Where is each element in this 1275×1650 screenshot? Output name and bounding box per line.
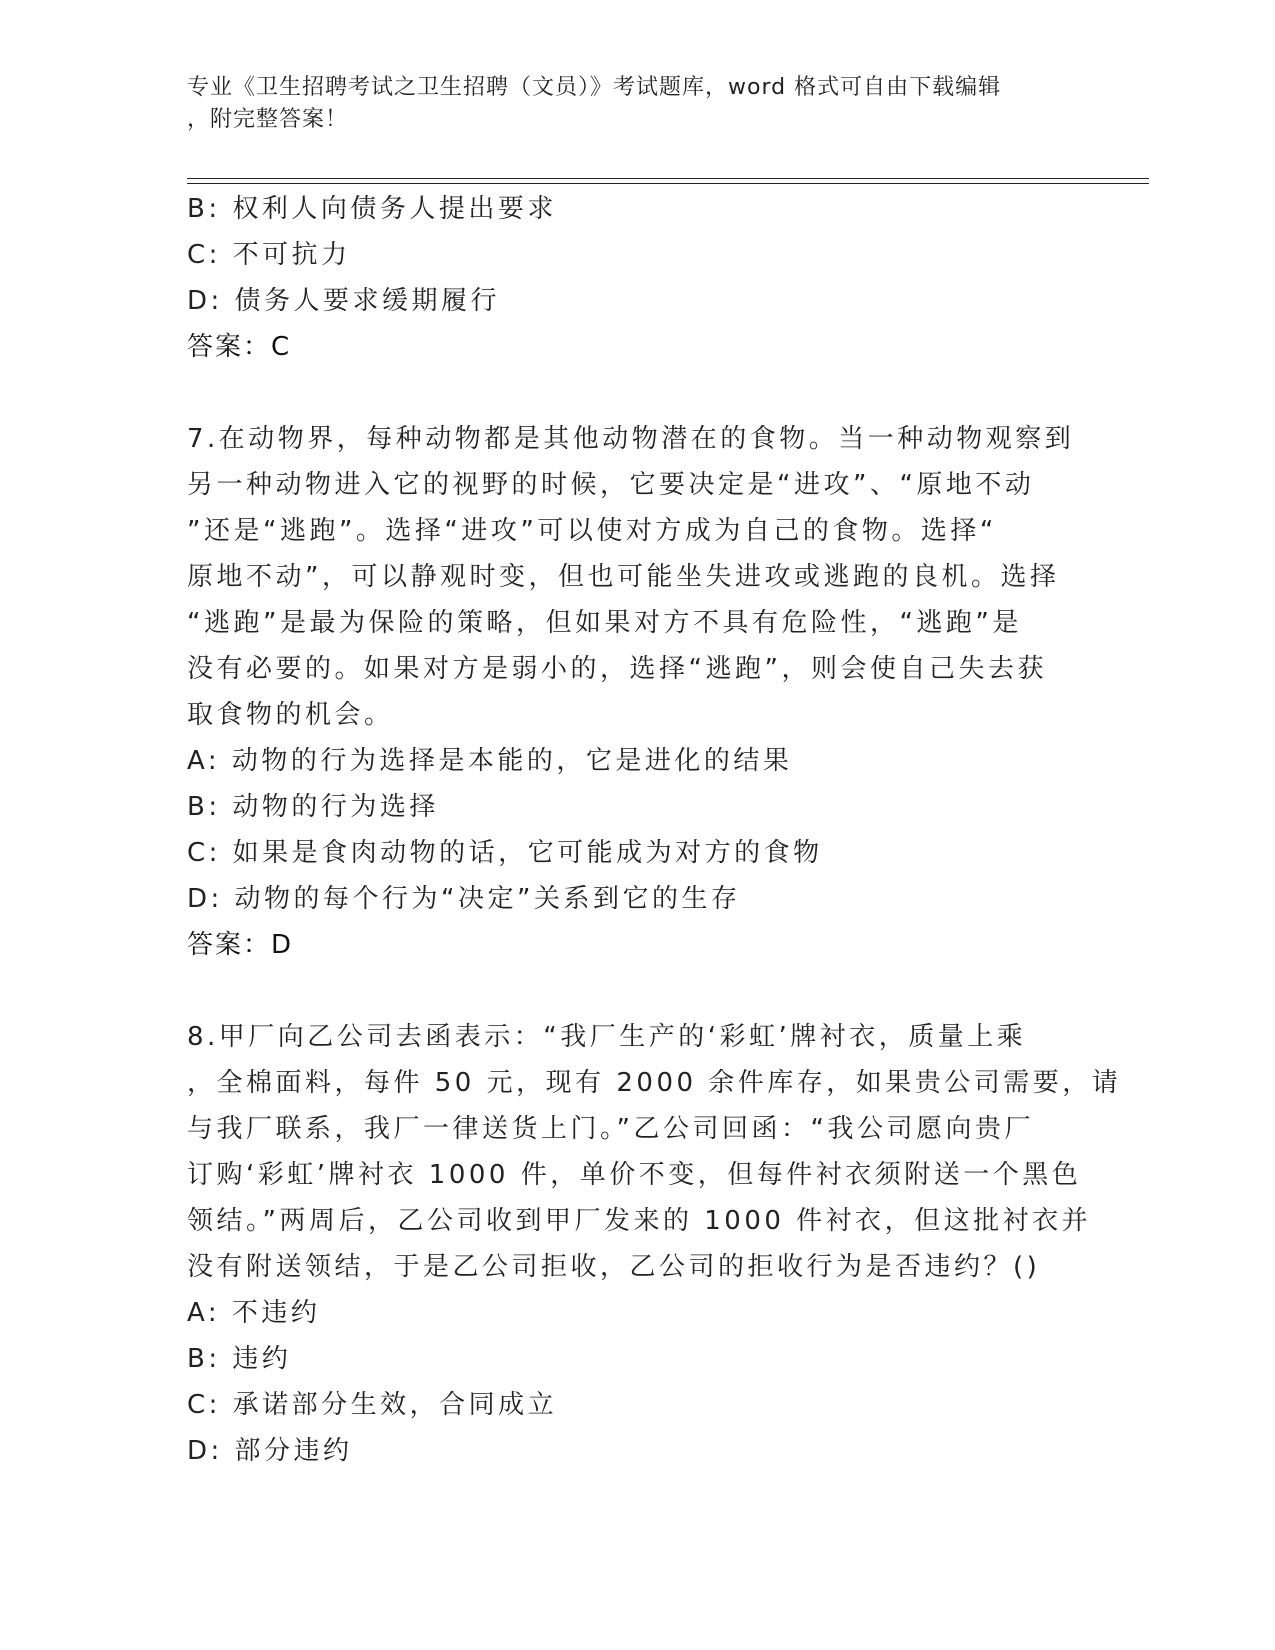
q7-stem-line: ”还是“逃跑”。选择“进攻”可以使对方成为自己的食物。选择“ — [187, 516, 997, 546]
q6-option-b: B: 权利人向债务人提出要求 — [187, 194, 557, 224]
header-rule-top — [187, 178, 1149, 179]
q8-option-a: A: 不违约 — [187, 1298, 321, 1328]
header-line-1: 专业《卫生招聘考试之卫生招聘（文员）》考试题库，word 格式可自由下载编辑 — [187, 75, 1002, 100]
question-content — [187, 186, 1122, 1474]
q7-option-c: C: 如果是食肉动物的话，它可能成为对方的食物 — [187, 838, 823, 868]
document-header — [187, 72, 1067, 136]
q7-stem-line: 7.在动物界，每种动物都是其他动物潜在的食物。当一种动物观察到 — [187, 424, 1075, 454]
q7-stem-line: 没有必要的。如果对方是弱小的，选择“逃跑”，则会使自己失去获 — [187, 654, 1047, 684]
q6-option-c: C: 不可抗力 — [187, 240, 351, 270]
spacer — [187, 370, 1087, 416]
q7-option-a: A: 动物的行为选择是本能的，它是进化的结果 — [187, 746, 793, 776]
q8-stem-line: 订购‘彩虹’牌衬衣 1000 件，单价不变，但每件衬衣须附送一个黑色 — [187, 1160, 1082, 1190]
header-rule-bottom — [187, 183, 1149, 184]
spacer — [187, 968, 1087, 1014]
q6-answer: 答案：C — [187, 332, 292, 362]
q7-answer: 答案：D — [187, 930, 294, 960]
q8-stem-line: 8.甲厂向乙公司去函表示：“我厂生产的‘彩虹’牌衬衣，质量上乘 — [187, 1022, 1027, 1052]
q7-stem-line: “逃跑”是最为保险的策略，但如果对方不具有危险性，“逃跑”是 — [187, 608, 1022, 638]
q8-stem-line: 与我厂联系，我厂一律送货上门。”乙公司回函：“我公司愿向贵厂 — [187, 1114, 1034, 1144]
q8-stem-line: ，全棉面料，每件 50 元，现有 2000 余件库存，如果贵公司需要，请 — [187, 1068, 1122, 1098]
q7-option-b: B: 动物的行为选择 — [187, 792, 439, 822]
q7-stem-line: 原地不动”，可以静观时变，但也可能坐失进攻或逃跑的良机。选择 — [187, 562, 1060, 592]
q8-option-b: B: 违约 — [187, 1344, 292, 1374]
header-line-2: ，附完整答案！ — [187, 107, 349, 132]
q8-stem-line: 领结。”两周后，乙公司收到甲厂发来的 1000 件衬衣，但这批衬衣并 — [187, 1206, 1092, 1236]
q7-option-d: D: 动物的每个行为“决定”关系到它的生存 — [187, 884, 741, 914]
q8-option-d: D: 部分违约 — [187, 1436, 353, 1466]
q8-option-c: C: 承诺部分生效，合同成立 — [187, 1390, 558, 1420]
q6-option-d: D: 债务人要求缓期履行 — [187, 286, 501, 316]
q7-stem-line: 另一种动物进入它的视野的时候，它要决定是“进攻”、“原地不动 — [187, 470, 1035, 500]
q8-stem-line: 没有附送领结，于是乙公司拒收，乙公司的拒收行为是否违约？() — [187, 1252, 1041, 1282]
q7-stem-line: 取食物的机会。 — [187, 700, 394, 730]
